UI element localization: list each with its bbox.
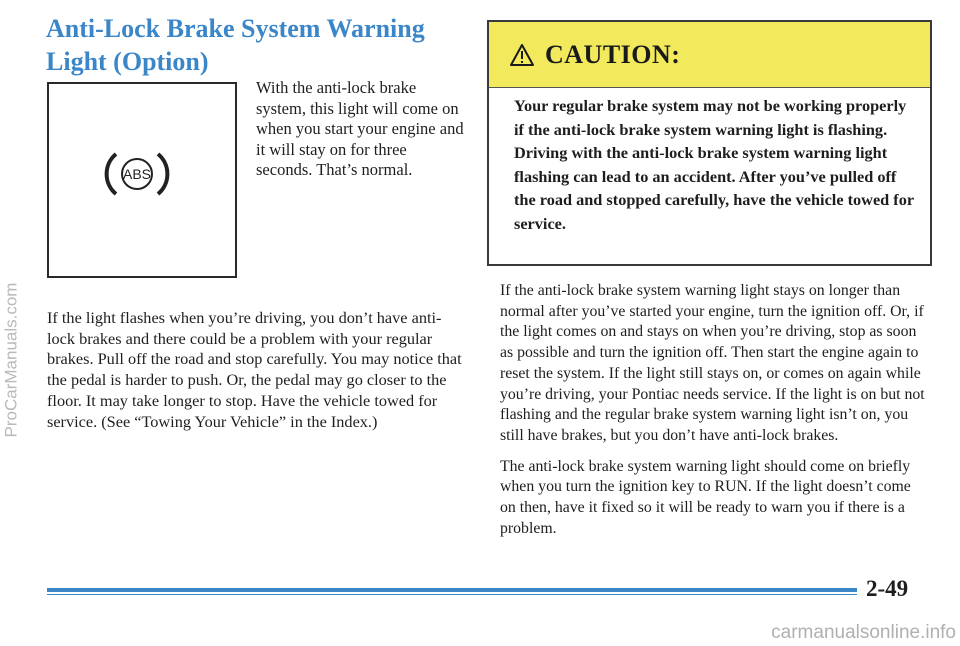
right-paragraph-2: The anti-lock brake system warning light should come on briefly when you turn the ignition key to RUN. If the light doesn’t come on then, have it fixed so it will be ready to warn you if there is a problem. [500, 457, 911, 537]
abs-figure [47, 82, 237, 278]
side-watermark-text: ProCarManuals.com [1, 282, 21, 438]
section-title: Anti-Lock Brake System Warning Light (Option) [46, 14, 425, 76]
abs-label: ABS [122, 166, 152, 182]
caution-text: Your regular brake system may not be working properly if the anti-lock brake system warning light is flashing. Driving with the anti-lock brake system warning light flashing can lead to an accident. After you’ve pulled off the road and stopped carefully, have the vehicle towed for service. [514, 96, 914, 233]
caution-label: CAUTION: [545, 39, 681, 69]
left-body-paragraph: If the light flashes when you’re driving, you don’t have anti-lock brakes and there could be a problem with your regular brakes. Pull off the road and stop carefully. You may notice that the pedal is harder to push. Or, the pedal may go closer to the floor. It may take longer to stop. Have the vehicle towed for service. (See “Towing Your Vehicle” in the Index.) [47, 308, 462, 431]
bottom-watermark: carmanualsonline.info [771, 622, 956, 643]
page-number: 2-49 [866, 576, 909, 601]
caution-header [489, 22, 930, 88]
right-paragraph-1: If the anti-lock brake system warning light stays on longer than normal after you’ve started your engine, turn the ignition off. Or, if the light comes on and stays on when you’re driving, stop as soon as possible and turn the ignition off. Then start the engine again to reset the system. If the light still stays on, or comes on again while you’re driving, your Pontiac needs service. If the light is on but not flashing and the regular brake system warning light isn’t on, you still have brakes, but you don’t have anti-lock brakes. [500, 282, 925, 444]
footer-rule-thin [47, 594, 857, 595]
abs-warning-icon [102, 144, 172, 204]
warning-triangle-icon [509, 43, 535, 67]
caution-box [487, 20, 932, 266]
side-watermark [0, 150, 22, 570]
intro-paragraph: With the anti-lock brake system, this light will come on when you start your engine and it will stay on for three seconds. That’s normal. [256, 78, 464, 180]
footer-rule [47, 588, 857, 592]
right-body [500, 281, 930, 549]
